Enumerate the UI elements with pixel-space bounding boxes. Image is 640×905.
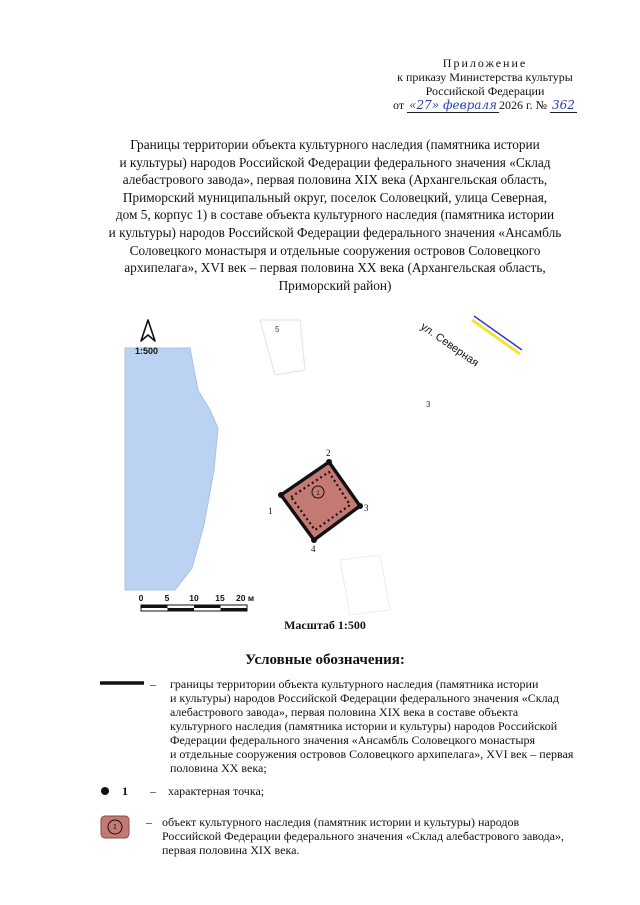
handwritten-month: февраля [443,98,497,112]
legend-dash: – [150,677,156,691]
title-line: Приморский район) [278,277,392,293]
point-description: характерная точка; [168,784,265,798]
handwritten-day: «27» [409,98,440,112]
scale-caption: Масштаб 1:500 [284,618,366,632]
title-line: и культуры) народов Российской Федерации федерального значения «Склад [119,154,551,170]
point-swatch [100,785,112,797]
parcel-number: 3 [426,400,431,409]
street-yellow-line [472,320,520,354]
legend-line: и культуры) народов Российской Федерации федерального значения «Склад [170,691,559,705]
legend-line: Российской Федерации федерального значения «Склад алебастрового завода», [162,829,564,843]
ministry-line: Российской Федерации [425,84,545,98]
object-description [162,815,602,857]
title-line: Приморский муниципальный округ, поселок Соловецкий, улица Северная, [122,189,548,205]
title-line: Границы территории объекта культурного наследия (памятника истории [130,137,540,152]
legend-line: и отдельные сооружения островов Соловецкого архипелага», XVI век – первая [170,747,574,761]
legend-line: алебастрового завода», первая половина XIX века в составе объекта [170,705,519,719]
parcel-outline [340,555,390,615]
year-label: 2026 г. [499,98,533,112]
order-line: к приказу Министерства культуры [397,70,573,84]
water-body [125,348,218,590]
legend-line: границы территории объекта культурного наследия (памятника истории [170,677,539,691]
boundary-description [170,677,600,775]
boundary-map [110,310,530,620]
legend-line: половина XX века; [170,761,267,775]
point-label: 3 [364,503,369,513]
legend-line: Федерации федерального значения «Ансамбль Соловецкого монастыря [170,733,535,747]
point-label: 4 [311,544,316,554]
street-label: ул. Северная [418,320,481,370]
number-sign: № [535,98,548,112]
date-line [360,98,610,112]
appendix-header [360,56,610,112]
street-blue-line [474,316,522,350]
north-arrow-icon [141,320,155,341]
title-line: алебастрового завода», первая половина XIX века (Архангельская область, [122,172,548,188]
legend-heading: Условные обозначения: [245,652,405,668]
legend-line: первая половина XIX века. [162,843,300,857]
boundary-line-swatch [100,677,146,691]
legend-dash: – [146,815,152,829]
handwritten-number: 362 [552,98,575,112]
title-line: Соловецкого монастыря и отдельные сооружения островов Соловецкого [129,242,541,258]
map-scale-label: 1:500 [135,346,159,356]
title-line: архипелага», XVI век – первая половина XX века (Архангельская область, [124,260,546,276]
scale-bar [141,605,247,611]
from-label: от [393,98,405,112]
boundary-point [278,492,284,498]
point-label: 1 [268,506,273,516]
legend-dash: – [150,784,156,798]
scalebar-tick: 20 м [236,593,255,603]
legend-line: культурного наследия (памятника истории и культуры) народов Российской [170,719,558,733]
scalebar-tick: 0 [138,593,144,603]
scalebar-tick: 10 [189,593,199,603]
boundary-point [357,503,363,509]
parcel-number: 5 [275,325,280,334]
title-line: и культуры) народов Российской Федерации федерального значения «Ансамбль [108,224,562,240]
boundary-point [326,459,332,465]
scalebar-tick: 15 [215,593,225,603]
object-swatch-number: 1 [113,824,117,831]
boundary-point [311,537,317,543]
title-line: дом 5, корпус 1) в составе объекта культурного наследия (памятника истории [115,207,555,223]
point-number: 1 [122,784,128,798]
parcel-outline [260,320,305,375]
appendix-title: Приложение [442,56,528,70]
legend-line: объект культурного наследия (памятник истории и культуры) народов [162,815,520,829]
point-label: 2 [326,448,331,458]
document-title [70,136,600,294]
scalebar-tick: 5 [164,593,170,603]
object-marker-number: 1 [316,491,320,497]
